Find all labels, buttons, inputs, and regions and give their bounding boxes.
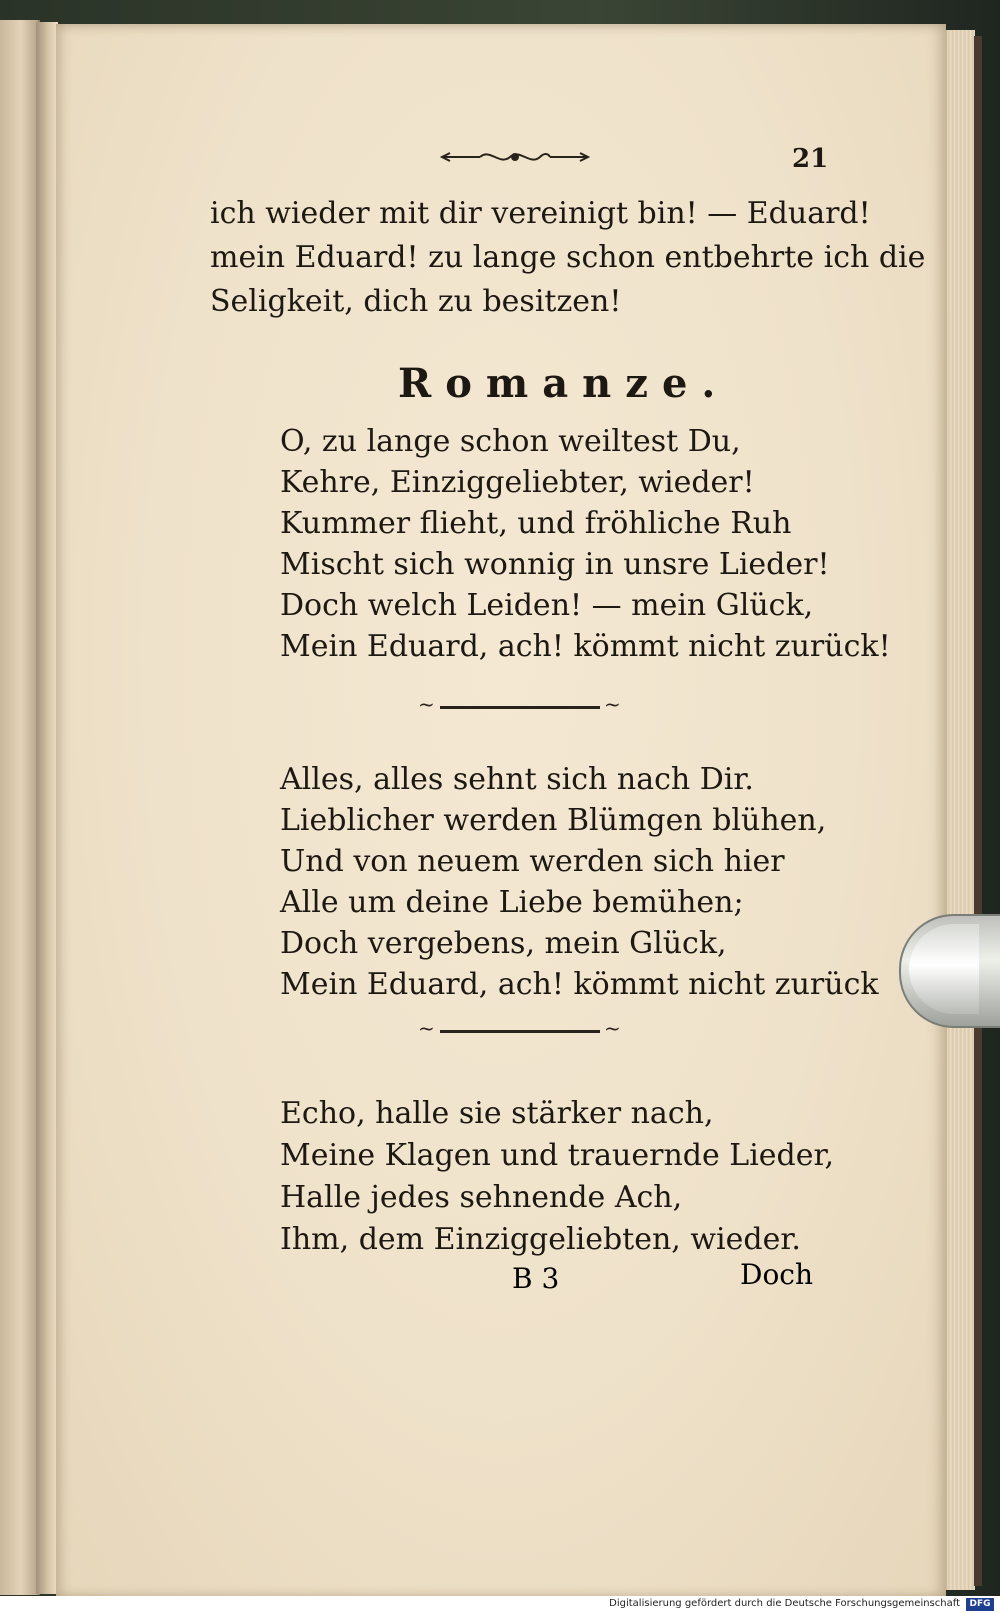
stanza-3-line-1: Echo, halle sie stärker nach, [280,1096,714,1131]
stanza-3-line-2: Meine Klagen und trauernde Lieder, [280,1138,835,1173]
stanza-3-line-3: Halle jedes sehnende Ach, [280,1180,683,1215]
stanza-1-line-2: Kehre, Einziggeliebter, wieder! [280,465,755,500]
prose-line-1: ich wieder mit dir vereinigt bin! — Eduard! [210,196,871,231]
stanza-2-line-1: Alles, alles sehnt sich nach Dir. [280,762,754,797]
section-divider-2 [440,1030,600,1033]
stanza-2-line-3: Und von neuem werden sich hier [280,844,785,879]
page-number: 21 [792,144,829,174]
left-page-edge [0,20,40,1595]
prose-line-2: mein Eduard! zu lange schon entbehrte ich die [210,240,926,275]
stanza-2-line-5: Doch vergebens, mein Glück, [280,926,727,961]
prose-line-3: Seligkeit, dich zu besitzen! [210,284,622,319]
poem-title: Romanze. [398,360,730,407]
page-stack-edge [946,30,975,1590]
dfg-logo: DFG [966,1598,994,1611]
stanza-2-line-6: Mein Eduard, ach! kömmt nicht zurück [280,967,879,1002]
catchword: Doch [740,1258,814,1291]
divider-left-flourish: ~ [418,692,435,716]
divider-right-flourish: ~ [604,692,621,716]
stanza-1-line-5: Doch welch Leiden! — mein Glück, [280,588,814,623]
header-ornament-icon [440,148,590,166]
book-gutter [36,22,58,1594]
stanza-1-line-3: Kummer flieht, und fröhliche Ruh [280,506,792,541]
stanza-1-line-6: Mein Eduard, ach! kömmt nicht zurück! [280,629,891,664]
stanza-2-line-2: Lieblicher werden Blümgen blühen, [280,803,827,838]
digitization-credit: Digitalisierung gefördert durch die Deutsche Forschungsgemeinschaft [609,1598,960,1609]
book-cover-edge [974,36,982,1586]
divider-left-flourish: ~ [418,1016,435,1040]
section-divider-1 [440,706,600,709]
signature-mark: B 3 [512,1262,560,1295]
stanza-2-line-4: Alle um deine Liebe bemühen; [280,885,744,920]
divider-right-flourish: ~ [604,1016,621,1040]
stanza-1-line-4: Mischt sich wonnig in unsre Lieder! [280,547,830,582]
stanza-1-line-1: O, zu lange schon weiltest Du, [280,424,741,459]
stanza-3-line-4: Ihm, dem Einziggeliebten, wieder. [280,1222,801,1257]
